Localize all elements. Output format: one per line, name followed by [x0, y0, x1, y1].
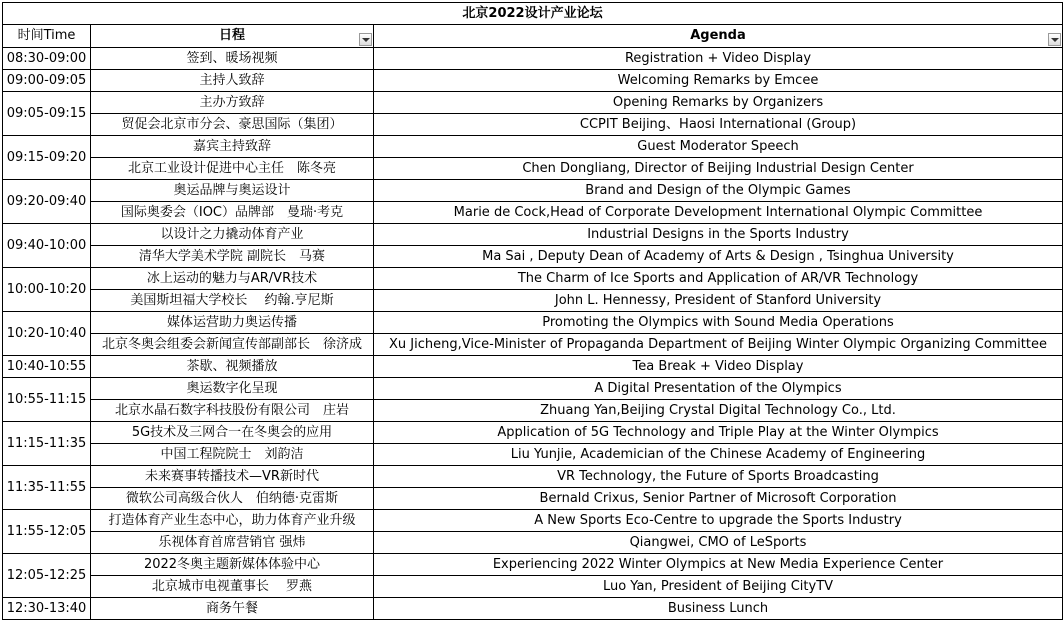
table-row: [3, 334, 1063, 356]
agenda-table: [2, 2, 1063, 620]
agenda-cell[interactable]: Chen Dongliang, Director of Beijing Industrial Design Center: [374, 158, 1063, 180]
header-time[interactable]: 时间Time: [3, 25, 91, 48]
agenda-filter-dropdown-icon[interactable]: [1048, 33, 1061, 46]
agenda-cell[interactable]: The Charm of Ice Sports and Application of AR/VR Technology: [374, 268, 1063, 290]
schedule-cell[interactable]: 主持人致辞: [91, 70, 374, 92]
schedule-cell[interactable]: 奥运数字化呈现: [91, 378, 374, 400]
table-row: [3, 576, 1063, 598]
agenda-cell[interactable]: Bernald Crixus, Senior Partner of Microsoft Corporation: [374, 488, 1063, 510]
agenda-cell[interactable]: Tea Break + Video Display: [374, 356, 1063, 378]
title-row: [3, 3, 1063, 25]
table-row: [3, 224, 1063, 246]
time-cell[interactable]: 09:05-09:15: [3, 92, 91, 136]
time-cell[interactable]: 10:55-11:15: [3, 378, 91, 422]
time-cell[interactable]: 12:30-13:40: [3, 598, 91, 620]
agenda-cell[interactable]: Opening Remarks by Organizers: [374, 92, 1063, 114]
schedule-cell[interactable]: 贸促会北京市分会、豪思国际（集团）: [91, 114, 374, 136]
agenda-cell[interactable]: Experiencing 2022 Winter Olympics at New Media Experience Center: [374, 554, 1063, 576]
agenda-cell[interactable]: Welcoming Remarks by Emcee: [374, 70, 1063, 92]
time-cell[interactable]: 09:00-09:05: [3, 70, 91, 92]
table-row: [3, 92, 1063, 114]
time-cell[interactable]: 08:30-09:00: [3, 48, 91, 70]
table-row: [3, 598, 1063, 620]
agenda-cell[interactable]: Qiangwei, CMO of LeSports: [374, 532, 1063, 554]
table-row: [3, 422, 1063, 444]
schedule-cell[interactable]: 乐视体育首席营销官 强炜: [91, 532, 374, 554]
agenda-cell[interactable]: Business Lunch: [374, 598, 1063, 620]
agenda-cell[interactable]: Guest Moderator Speech: [374, 136, 1063, 158]
schedule-cell[interactable]: 5G技术及三网合一在冬奥会的应用: [91, 422, 374, 444]
schedule-cell[interactable]: 未来赛事转播技术—VR新时代: [91, 466, 374, 488]
table-row: [3, 180, 1063, 202]
table-row: [3, 356, 1063, 378]
agenda-cell[interactable]: A New Sports Eco-Centre to upgrade the Sports Industry: [374, 510, 1063, 532]
schedule-cell[interactable]: 商务午餐: [91, 598, 374, 620]
schedule-cell[interactable]: 嘉宾主持致辞: [91, 136, 374, 158]
table-row: [3, 290, 1063, 312]
table-row: [3, 114, 1063, 136]
sheet-title[interactable]: 北京2022设计产业论坛: [3, 3, 1063, 25]
time-cell[interactable]: 09:40-10:00: [3, 224, 91, 268]
time-cell[interactable]: 10:40-10:55: [3, 356, 91, 378]
schedule-cell[interactable]: 冰上运动的魅力与AR/VR技术: [91, 268, 374, 290]
schedule-cell[interactable]: 主办方致辞: [91, 92, 374, 114]
schedule-cell[interactable]: 媒体运营助力奥运传播: [91, 312, 374, 334]
table-row: [3, 444, 1063, 466]
table-row: [3, 70, 1063, 92]
schedule-cell[interactable]: 以设计之力撬动体育产业: [91, 224, 374, 246]
agenda-cell[interactable]: Industrial Designs in the Sports Industry: [374, 224, 1063, 246]
table-row: [3, 48, 1063, 70]
time-cell[interactable]: 09:15-09:20: [3, 136, 91, 180]
agenda-cell[interactable]: A Digital Presentation of the Olympics: [374, 378, 1063, 400]
table-row: [3, 510, 1063, 532]
time-cell[interactable]: 10:00-10:20: [3, 268, 91, 312]
schedule-cell[interactable]: 北京水晶石数字科技股份有限公司 庄岩: [91, 400, 374, 422]
schedule-cell[interactable]: 奥运品牌与奥运设计: [91, 180, 374, 202]
table-row: [3, 246, 1063, 268]
agenda-cell[interactable]: Xu Jicheng,Vice-Minister of Propaganda Department of Beijing Winter Olympic Organizing Committee: [374, 334, 1063, 356]
schedule-cell[interactable]: 2022冬奥主题新媒体体验中心: [91, 554, 374, 576]
schedule-cell[interactable]: 清华大学美术学院 副院长 马赛: [91, 246, 374, 268]
agenda-cell[interactable]: Application of 5G Technology and Triple Play at the Winter Olympics: [374, 422, 1063, 444]
table-row: [3, 312, 1063, 334]
schedule-cell[interactable]: 北京工业设计促进中心主任 陈冬亮: [91, 158, 374, 180]
schedule-cell[interactable]: 打造体育产业生态中心，助力体育产业升级: [91, 510, 374, 532]
agenda-cell[interactable]: Brand and Design of the Olympic Games: [374, 180, 1063, 202]
table-row: [3, 400, 1063, 422]
table-row: [3, 202, 1063, 224]
agenda-cell[interactable]: Ma Sai , Deputy Dean of Academy of Arts & Design , Tsinghua University: [374, 246, 1063, 268]
table-row: [3, 378, 1063, 400]
header-schedule-label: 日程: [218, 28, 245, 43]
agenda-cell[interactable]: Marie de Cock,Head of Corporate Development International Olympic Committee: [374, 202, 1063, 224]
table-row: [3, 532, 1063, 554]
schedule-cell[interactable]: 签到、暖场视频: [91, 48, 374, 70]
table-row: [3, 268, 1063, 290]
agenda-cell[interactable]: Promoting the Olympics with Sound Media Operations: [374, 312, 1063, 334]
time-cell[interactable]: 11:35-11:55: [3, 466, 91, 510]
schedule-filter-dropdown-icon[interactable]: [359, 33, 372, 46]
header-schedule[interactable]: [91, 25, 374, 48]
schedule-cell[interactable]: 国际奥委会（IOC）品牌部 曼瑞·考克: [91, 202, 374, 224]
time-cell[interactable]: 11:55-12:05: [3, 510, 91, 554]
agenda-cell[interactable]: VR Technology, the Future of Sports Broadcasting: [374, 466, 1063, 488]
header-row: [3, 25, 1063, 48]
agenda-table-body: [3, 3, 1063, 620]
schedule-cell[interactable]: 北京城市电视董事长 罗燕: [91, 576, 374, 598]
agenda-cell[interactable]: John L. Hennessy, President of Stanford University: [374, 290, 1063, 312]
table-row: [3, 136, 1063, 158]
schedule-cell[interactable]: 美国斯坦福大学校长 约翰.亨尼斯: [91, 290, 374, 312]
agenda-cell[interactable]: Liu Yunjie, Academician of the Chinese Academy of Engineering: [374, 444, 1063, 466]
time-cell[interactable]: 12:05-12:25: [3, 554, 91, 598]
time-cell[interactable]: 09:20-09:40: [3, 180, 91, 224]
agenda-cell[interactable]: CCPIT Beijing、Haosi International (Group): [374, 114, 1063, 136]
table-row: [3, 488, 1063, 510]
table-row: [3, 158, 1063, 180]
time-cell[interactable]: 11:15-11:35: [3, 422, 91, 466]
table-row: [3, 554, 1063, 576]
schedule-cell[interactable]: 茶歇、视频播放: [91, 356, 374, 378]
schedule-cell[interactable]: 中国工程院院士 刘韵洁: [91, 444, 374, 466]
agenda-cell[interactable]: Zhuang Yan,Beijing Crystal Digital Technology Co., Ltd.: [374, 400, 1063, 422]
table-row: [3, 466, 1063, 488]
header-agenda-label: Agenda: [690, 28, 746, 43]
schedule-cell[interactable]: 北京冬奥会组委会新闻宣传部副部长 徐济成: [91, 334, 374, 356]
schedule-cell[interactable]: 微软公司高级合伙人 伯纳德·克雷斯: [91, 488, 374, 510]
time-cell[interactable]: 10:20-10:40: [3, 312, 91, 356]
header-agenda[interactable]: [374, 25, 1063, 48]
agenda-cell[interactable]: Registration + Video Display: [374, 48, 1063, 70]
agenda-cell[interactable]: Luo Yan, President of Beijing CityTV: [374, 576, 1063, 598]
